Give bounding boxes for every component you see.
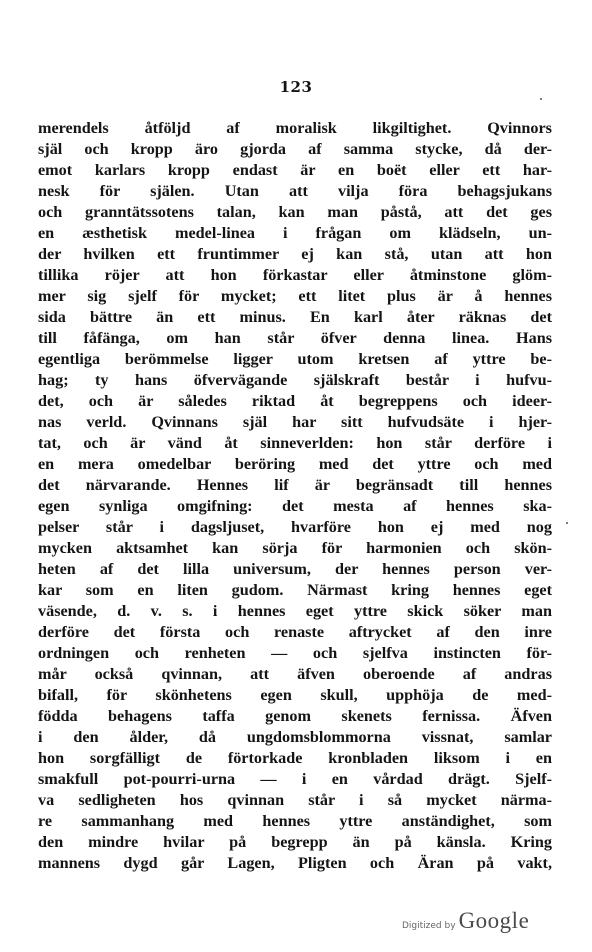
text-line: sida bättre än ett minus. En karl åter räknas det bbox=[38, 308, 552, 326]
google-logo: Google bbox=[458, 908, 530, 933]
text-line: en æsthetisk medel-linea i frågan om klädseln, un- bbox=[38, 224, 552, 242]
text-line: der hvilken ett fruntimmer ej kan stå, utan att hon bbox=[38, 245, 552, 263]
text-line: pelser står i dagsljuset, hvarföre hon ej med nog bbox=[38, 518, 552, 536]
text-line: egentliga berömmelse ligger utom kretsen af yttre be- bbox=[38, 350, 552, 368]
text-line: smakfull pot-pourri-urna — i en vårdad drägt. Sjelf- bbox=[38, 770, 552, 788]
text-line: det, och är således riktad åt begreppens och ideer- bbox=[38, 392, 552, 410]
page-number: 123 bbox=[279, 78, 313, 96]
text-line: bifall, för skönhetens egen skull, upphöja de med- bbox=[38, 686, 552, 704]
text-line: mannens dygd går Lagen, Pligten och Äran på vakt, bbox=[38, 854, 552, 872]
text-line: hag; ty hans öfvervägande själskraft består i hufvu- bbox=[38, 371, 552, 389]
text-line: den mindre hvilar på begrepp än på känsla. Kring bbox=[38, 833, 552, 851]
text-line: kar som en liten gudom. Närmast kring hennes eget bbox=[38, 581, 552, 599]
text-line: derföre det första och renaste aftrycket af den inre bbox=[38, 623, 552, 641]
watermark-prefix: Digitized by bbox=[402, 921, 456, 931]
text-line: merendels åtföljd af moralisk likgiltighet. Qvinnors bbox=[38, 119, 552, 137]
text-line: nesk för själen. Utan att vilja föra behagsjukans bbox=[38, 182, 552, 200]
text-line: väsende, d. v. s. i hennes eget yttre skick söker man bbox=[38, 602, 552, 620]
text-line: mycken aktsamhet kan sörja för harmonien och skön- bbox=[38, 539, 552, 557]
text-line: nas verld. Qvinnans själ har sitt hufvudsäte i hjer- bbox=[38, 413, 552, 431]
text-line: egen synliga omgifning: det mesta af hennes ska- bbox=[38, 497, 552, 515]
text-line: själ och kropp äro gjorda af samma stycke, då der- bbox=[38, 140, 552, 158]
text-line: och granntätssotens talan, kan man påstå, att det ges bbox=[38, 203, 552, 221]
text-line: det närvarande. Hennes lif är begränsadt till hennes bbox=[38, 476, 552, 494]
text-line: va sedligheten hos qvinnan står i så mycket närma- bbox=[38, 791, 552, 809]
scan-speck bbox=[566, 522, 568, 524]
text-line: i den ålder, då ungdomsblommorna vissnat, samlar bbox=[38, 728, 552, 746]
text-line: re sammanhang med hennes yttre anständighet, som bbox=[38, 812, 552, 830]
text-line: mer sig sjelf för mycket; ett litet plus är å hennes bbox=[38, 287, 552, 305]
text-line: till fåfänga, om han står öfver denna linea. Hans bbox=[38, 329, 552, 347]
text-line: mår också qvinnan, att äfven oberoende af andras bbox=[38, 665, 552, 683]
text-line: tat, och är vänd åt sinneverlden: hon står derföre i bbox=[38, 434, 552, 452]
scan-speck bbox=[540, 98, 542, 100]
text-line: hon sorgfälligt de förtorkade kronbladen liksom i en bbox=[38, 749, 552, 767]
text-line: födda behagens taffa genom skenets fernissa. Äfven bbox=[38, 707, 552, 725]
text-line: en mera omedelbar beröring med det yttre och med bbox=[38, 455, 552, 473]
body-text bbox=[38, 118, 552, 874]
text-line: tillika röjer att hon förkastar eller åtminstone glöm- bbox=[38, 266, 552, 284]
text-line: emot karlars kropp endast är en boët eller ett har- bbox=[38, 161, 552, 179]
text-line: heten af det lilla universum, der hennes person ver- bbox=[38, 560, 552, 578]
text-line: ordningen och renheten — och sjelfva instincten för- bbox=[38, 644, 552, 662]
digitized-by-google-watermark bbox=[402, 908, 529, 934]
